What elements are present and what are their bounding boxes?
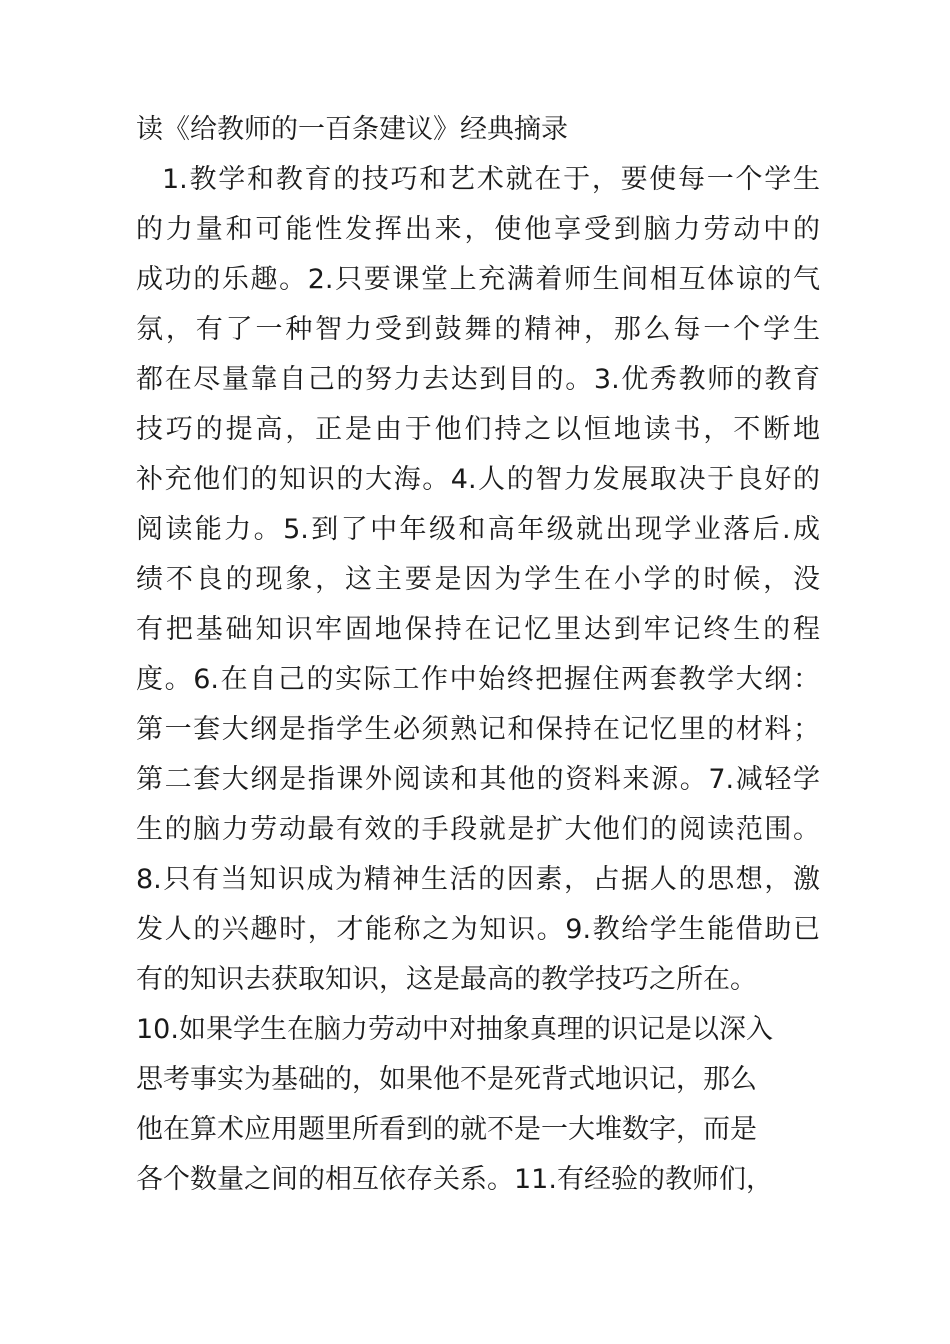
text-line: 绩不良的现象，这主要是因为学生在小学的时候，没	[136, 564, 820, 595]
text-line: 的力量和可能性发挥出来，使他享受到脑力劳动中的	[136, 214, 820, 245]
text-line: 发人的兴趣时，才能称之为知识。9.教给学生能借助已	[136, 914, 820, 945]
text-line: 成功的乐趣。2.只要课堂上充满着师生间相互体谅的气	[136, 264, 820, 295]
text-line: 有把基础知识牢固地保持在记忆里达到牢记终生的程	[136, 614, 820, 645]
text-line: 度。6.在自己的实际工作中始终把握住两套教学大纲：	[136, 664, 820, 695]
text-line: 他在算术应用题里所看到的就不是一大堆数字，而是	[136, 1114, 757, 1145]
text-line: 生的脑力劳动最有效的手段就是扩大他们的阅读范围。	[136, 814, 820, 845]
document-title: 读《给教师的一百条建议》经典摘录	[136, 114, 568, 145]
text-line: 思考事实为基础的，如果他不是死背式地识记，那么	[136, 1064, 757, 1095]
text-line: 氛，有了一种智力受到鼓舞的精神，那么每一个学生	[136, 314, 820, 345]
text-line: 补充他们的知识的大海。4.人的智力发展取决于良好的	[136, 464, 820, 495]
text-line: 技巧的提高，正是由于他们持之以恒地读书，不断地	[136, 414, 820, 445]
text-line: 阅读能力。5.到了中年级和高年级就出现学业落后.成	[136, 514, 820, 545]
text-line: 第二套大纲是指课外阅读和其他的资料来源。7.减轻学	[136, 764, 820, 795]
text-line: 1.教学和教育的技巧和艺术就在于，要使每一个学生	[162, 164, 820, 195]
text-line: 10.如果学生在脑力劳动中对抽象真理的识记是以深入	[136, 1014, 773, 1045]
text-line: 都在尽量靠自己的努力去达到目的。3.优秀教师的教育	[136, 364, 820, 395]
text-line: 有的知识去获取知识，这是最高的教学技巧之所在。	[136, 964, 757, 995]
text-line: 第一套大纲是指学生必须熟记和保持在记忆里的材料；	[136, 714, 820, 745]
text-line: 8.只有当知识成为精神生活的因素，占据人的思想，激	[136, 864, 820, 895]
text-line: 各个数量之间的相互依存关系。11.有经验的教师们，	[136, 1164, 773, 1195]
